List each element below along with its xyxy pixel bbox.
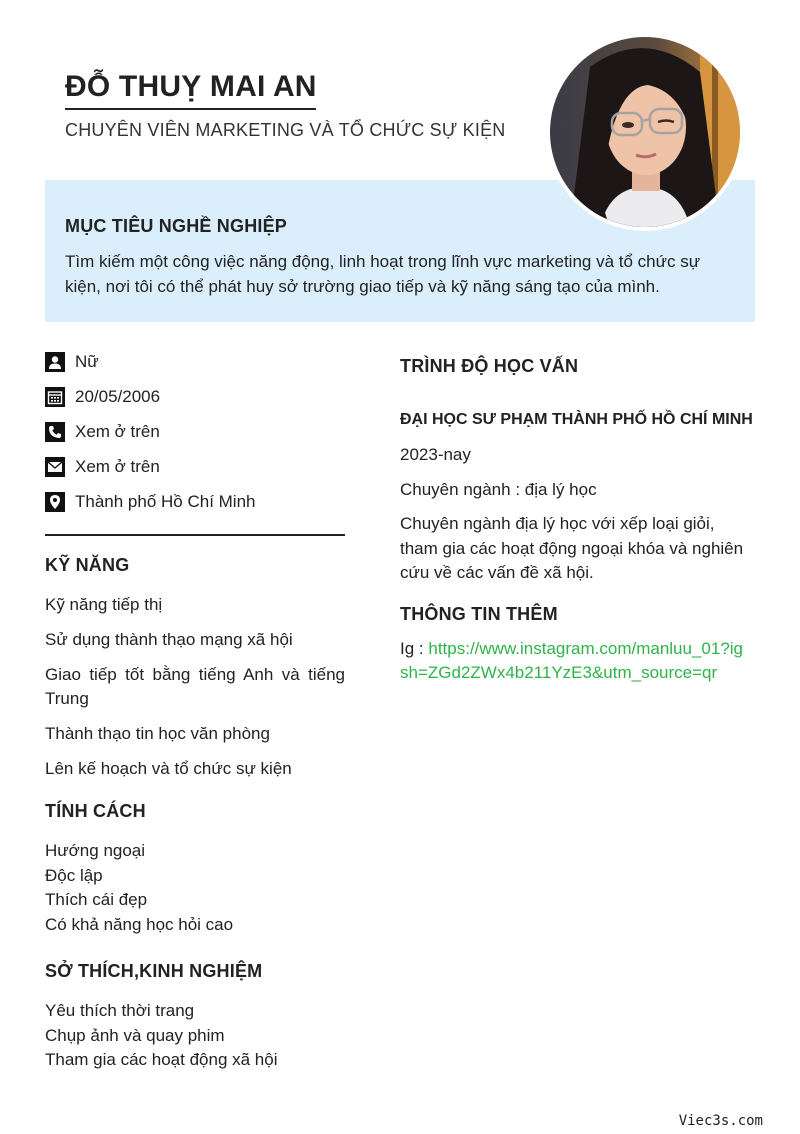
- mail-icon: [45, 457, 65, 477]
- resume-header: [65, 68, 535, 141]
- skills-heading: KỸ NĂNG: [45, 555, 130, 575]
- hobbies-heading: SỞ THÍCH,KINH NGHIỆM: [45, 961, 263, 981]
- personality-item: Thích cái đẹp: [45, 890, 148, 909]
- education-school: ĐẠI HỌC SƯ PHẠM THÀNH PHỐ HỒ CHÍ MINH: [400, 411, 753, 428]
- contact-gender: [45, 344, 345, 379]
- contact-phone: [45, 414, 345, 449]
- gender-value: Nữ: [75, 351, 99, 371]
- skills-list: [45, 593, 345, 781]
- personality-item: Có khả năng học hỏi cao: [45, 914, 234, 934]
- user-icon: [45, 352, 65, 372]
- education-heading: TRÌNH ĐỘ HỌC VẤN: [400, 356, 579, 376]
- objective-text: Tìm kiếm một công việc năng động, linh hoạt trong lĩnh vực marketing và tổ chức sự kiện, nơi tôi có thể phát huy sở trường giao tiếp và kỹ năng sáng tạo của mình.: [65, 252, 701, 296]
- personality-list: [45, 839, 345, 937]
- job-title: CHUYÊN VIÊN MARKETING VÀ TỔ CHỨC SỰ KIỆN: [65, 120, 506, 140]
- personality-item: Độc lập: [45, 865, 103, 885]
- skill-item: Giao tiếp tốt bằng tiếng Anh và tiếng Trung: [45, 665, 345, 708]
- contact-birthday: [45, 379, 345, 414]
- hobby-item: Chụp ảnh và quay phim: [45, 1025, 225, 1045]
- birthday-value: 20/05/2006: [75, 386, 161, 406]
- calendar-icon: [45, 387, 65, 407]
- education-period: 2023-nay: [400, 445, 471, 464]
- footer-brand: Viec3s.com: [678, 1113, 763, 1129]
- candidate-name: ĐỖ THUỴ MAI AN: [65, 70, 317, 103]
- objective-heading: MỤC TIÊU NGHỀ NGHIỆP: [65, 216, 288, 236]
- phone-icon: [45, 422, 65, 442]
- education-description: Chuyên ngành địa lý học với xếp loại giỏi, tham gia các hoạt động ngoại khóa và nghiên cứu về các vấn đề xã hội.: [400, 514, 744, 582]
- hobby-item: Yêu thích thời trang: [45, 1001, 195, 1020]
- contact-email: [45, 449, 345, 484]
- left-column: [45, 344, 345, 1073]
- skill-item: Thành thạo tin học văn phòng: [45, 724, 270, 743]
- skill-item: Lên kế hoạch và tổ chức sự kiện: [45, 759, 292, 778]
- instagram-line: [400, 637, 750, 686]
- education-major: Chuyên ngành : địa lý học: [400, 479, 597, 499]
- phone-value: Xem ở trên: [75, 421, 160, 441]
- skill-item: Kỹ năng tiếp thị: [45, 595, 163, 614]
- section-divider: [45, 534, 345, 536]
- portrait-illustration: [550, 37, 740, 227]
- location-pin-icon: [45, 492, 65, 512]
- address-value: Thành phố Hồ Chí Minh: [75, 491, 256, 511]
- profile-photo: [546, 33, 744, 231]
- skill-item: Sử dụng thành thạo mạng xã hội: [45, 630, 293, 649]
- name-underline: [65, 108, 316, 110]
- extra-info-heading: THÔNG TIN THÊM: [400, 603, 558, 624]
- hobbies-list: [45, 999, 345, 1073]
- personality-item: Hướng ngoại: [45, 841, 146, 860]
- right-column: [400, 356, 760, 686]
- personality-heading: TÍNH CÁCH: [45, 801, 146, 821]
- contact-address: [45, 484, 345, 519]
- email-value: Xem ở trên: [75, 456, 160, 476]
- hobby-item: Tham gia các hoạt động xã hội: [45, 1050, 278, 1069]
- instagram-label: Ig :: [400, 638, 429, 658]
- instagram-link[interactable]: https://www.instagram.com/manluu_01?igsh=ZGd2ZWx4b211YzE3&utm_source=qr: [400, 638, 744, 682]
